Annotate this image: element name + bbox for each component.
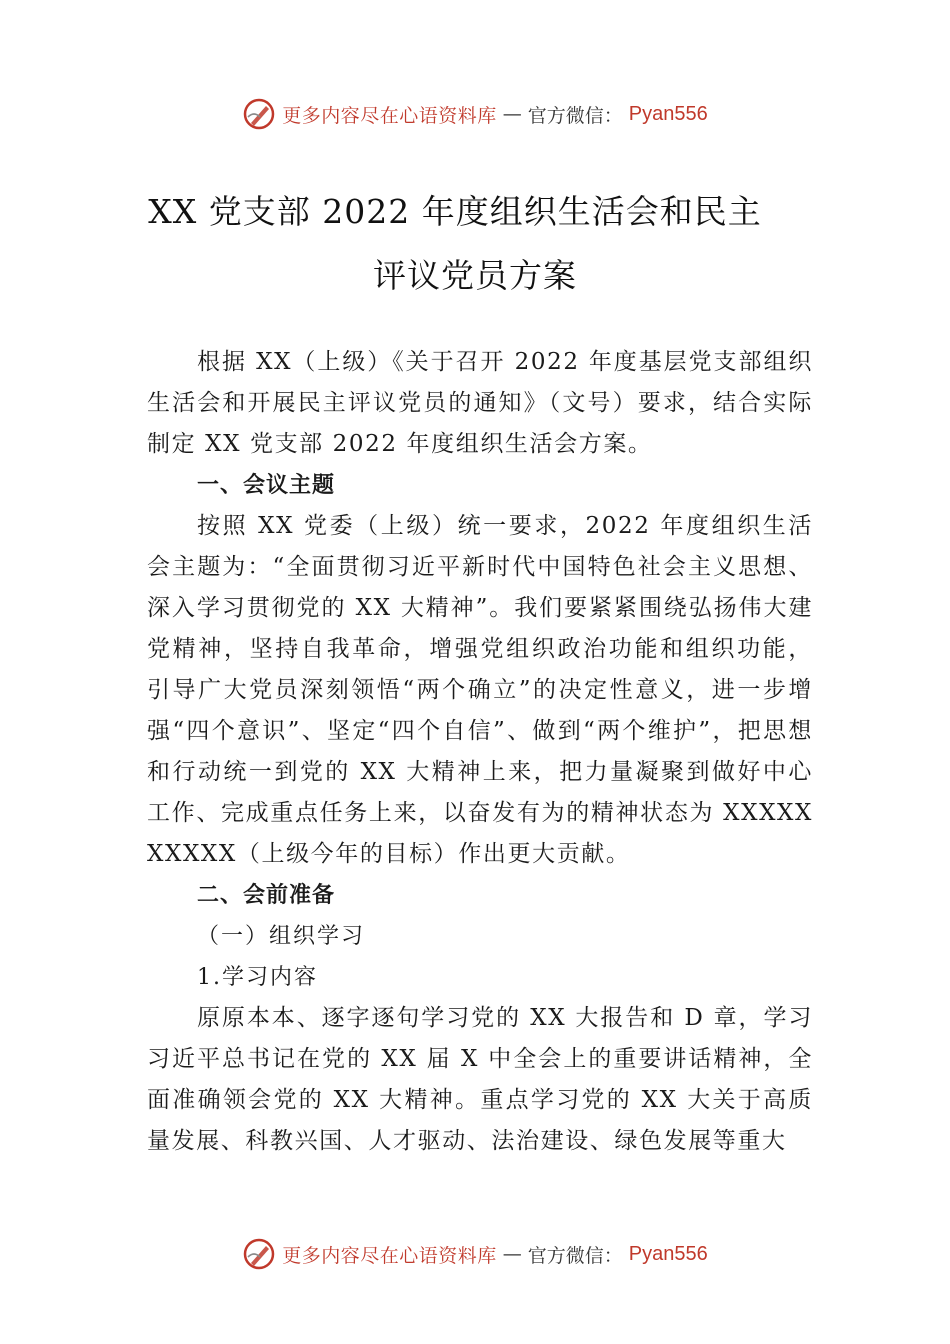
watermark-brand-text: 更多内容尽在心语资料库: [282, 1244, 497, 1267]
footer-watermark: [0, 1234, 950, 1274]
intro-paragraph: 根据 XX（上级）《关于召开 2022 年度基层党支部组织生活会和开展民主评议党员的通知》（文号）要求，结合实际制定 XX 党支部 2022 年度组织生活会方案。: [147, 349, 813, 457]
item1-paragraph: 原原本本、逐字逐句学习党的 XX 大报告和 D 章，学习习近平总书记在党的 XX 届 X 中全会上的重要讲话精神，全面准确领会党的 XX 大精神。重点学习党的 XX 大关于高质量发展、科教兴国、人才驱动、法治建设、绿色发展等重大: [147, 1005, 813, 1154]
item1-heading: 1.学习内容: [197, 965, 318, 990]
header-watermark: [0, 94, 950, 134]
watermark-separator: —: [502, 1243, 522, 1265]
watermark-label: 官方微信：: [527, 1244, 623, 1267]
watermark-separator: —: [502, 103, 522, 125]
section2-heading: 二、会前准备: [197, 883, 336, 908]
document-title-line1: XX 党支部 2022 年度组织生活会和民主: [148, 192, 762, 231]
section1-paragraph: 按照 XX 党委（上级）统一要求，2022 年度组织生活会主题为：“全面贯彻习近平新时代中国特色社会主义思想、深入学习贯彻党的 XX 大精神”。我们要紧紧围绕弘扬伟大建党精神，坚持自我革命，增强党组织政治功能和组织功能， 引导广大党员深刻领悟“两个确立”的决定性意义，进一步增强“四个意识”、坚定“四个自信”、做到“两个维护”，把思想和行动统一到党的 XX 大精神上来，把力量凝聚到做好中心工作、完成重点任务上来，以奋发有为的精神状态为 XXXXXXXXXX（上级今年的目标）作出更大贡献。: [147, 513, 813, 867]
section1-heading: 一、会议主题: [197, 473, 336, 498]
watermark-brand-text: 更多内容尽在心语资料库: [282, 104, 497, 127]
pen-logo-icon: [242, 1237, 276, 1271]
document-title-line2: 评议党员方案: [373, 256, 577, 295]
watermark-label: 官方微信：: [527, 104, 623, 127]
watermark-wechat-id: Pyan556: [628, 102, 708, 125]
watermark-wechat-id: Pyan556: [628, 1242, 708, 1265]
document-body: [147, 342, 813, 1162]
pen-logo-icon: [242, 97, 276, 131]
subsection1-heading: （一）组织学习: [197, 924, 366, 949]
